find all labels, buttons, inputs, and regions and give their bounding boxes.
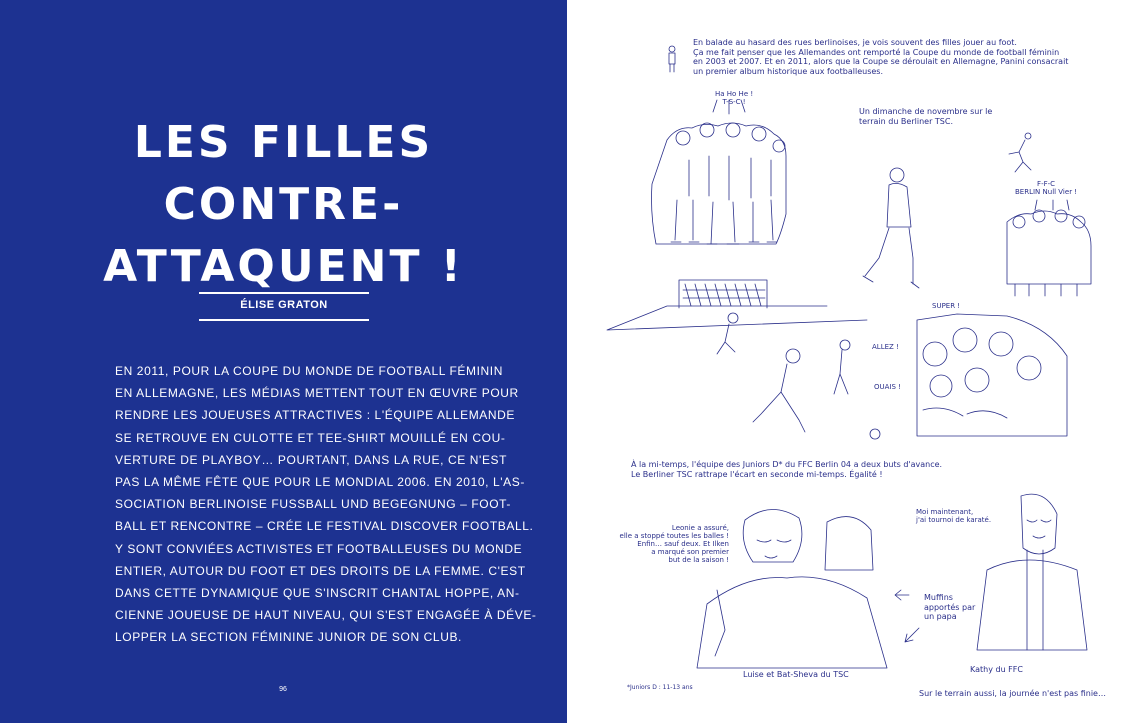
- goal-drawing: [607, 280, 867, 330]
- caption-line: en 2003 et 2007. Et en 2011, alors que la Coupe se déroulait en Allemagne, Panini consacrait: [693, 57, 1069, 66]
- author-name: ÉLISE GRATON: [240, 299, 328, 311]
- comic-illustration: [567, 0, 1134, 723]
- right-page: [567, 0, 1134, 723]
- body-line: EN ALLEMAGNE, LES MÉDIAS METTENT TOUT EN ŒUVRE POUR: [115, 386, 519, 401]
- ffc-huddle-drawing: [1007, 200, 1091, 296]
- leonie-quote: [615, 524, 729, 564]
- luise-label: Luise et Bat-Sheva du TSC: [743, 670, 849, 679]
- halftime-caption: [631, 460, 942, 479]
- title-line: CONTRE-: [163, 179, 404, 230]
- tsc-huddle-drawing: [652, 100, 787, 244]
- intro-caption: [693, 38, 1068, 76]
- author-rule-top: [199, 292, 369, 294]
- karate-quote: [916, 508, 991, 524]
- quote-line: elle a stoppé toutes les balles !: [619, 532, 729, 540]
- body-line: SE RETROUVE EN CULOTTE ET TEE-SHIRT MOUILLÉ EN COU-: [115, 430, 506, 445]
- body-line: RENDRE LES JOUEUSES ATTRACTIVES : L'ÉQUIPE ALLEMANDE: [115, 408, 516, 423]
- caption-line: terrain du Berliner TSC.: [859, 116, 953, 126]
- shout-allez: ALLEZ !: [872, 343, 899, 351]
- note-line: un papa: [924, 612, 957, 621]
- shout-ouais: OUAIS !: [874, 383, 901, 391]
- caption-line: En balade au hasard des rues berlinoises, je vois souvent des filles jouer au foot.: [693, 38, 1017, 47]
- quote-line: Enfin… sauf deux. Et Ilken: [637, 540, 729, 548]
- muffins-note: [924, 593, 975, 622]
- note-line: apportés par: [924, 602, 976, 612]
- kicker-drawing: [1009, 133, 1031, 172]
- quote-line: Leonie a assuré,: [671, 524, 729, 532]
- shout-super: SUPER !: [932, 302, 961, 310]
- tsc-chant-bubble: [715, 90, 753, 106]
- page-number: 96: [279, 686, 287, 693]
- quote-line: Moi maintenant,: [916, 508, 974, 516]
- body-line: EN 2011, POUR LA COUPE DU MONDE DE FOOTBALL FÉMININ: [115, 364, 504, 378]
- caption-line: un premier album historique aux footballeuses.: [693, 66, 884, 76]
- body-line: PAS LA MÊME FÊTE QUE POUR LE MONDIAL 2006. EN 2010, L'AS-: [115, 475, 525, 490]
- article-title: [0, 112, 567, 298]
- arrows-drawing: [895, 590, 919, 642]
- narrator-figure-drawing: [669, 46, 675, 72]
- closing-caption: Sur le terrain aussi, la journée n'est pas finie…: [919, 689, 1106, 698]
- quote-line: but de la saison !: [668, 556, 729, 564]
- match-players-drawing: [717, 313, 880, 439]
- title-line: ATTAQUENT !: [103, 241, 464, 292]
- body-line: BALL ET RENCONTRE – CRÉE LE FESTIVAL DISCOVER FOOTBALL.: [115, 519, 534, 534]
- chant-line: Ha Ho He !: [715, 90, 754, 98]
- body-line: ENTIER, AUTOUR DU FOOT ET DES DROITS DE LA FEMME. C'EST: [115, 563, 526, 578]
- chant-line: F-F-C: [1037, 180, 1056, 188]
- body-line: LOPPER LA SECTION FÉMININE JUNIOR DE SON CLUB.: [115, 630, 462, 645]
- caption-line: Un dimanche de novembre sur le: [859, 107, 993, 116]
- quote-line: a marqué son premier: [651, 548, 729, 556]
- author-rule-bottom: [199, 319, 369, 321]
- chant-line: T-S-C !: [722, 98, 746, 106]
- body-line: CIENNE JOUEUSE DE HAUT NIVEAU, QUI S'EST ENGAGÉE À DÉVE-: [115, 608, 537, 623]
- caption-line: Le Berliner TSC rattrape l'écart en seconde mi-temps. Égalité !: [631, 469, 883, 479]
- body-line: VERTURE DE PLAYBOY… POURTANT, DANS LA RUE, CE N'EST: [115, 452, 508, 467]
- intro-paragraph: [115, 360, 537, 649]
- ffc-chant-bubble: [1015, 180, 1077, 196]
- caption-line: Ça me fait penser que les Allemandes ont remporté la Coupe du monde de football féminin: [693, 47, 1060, 57]
- body-line: Y SONT CONVIÉES ACTIVISTES ET FOOTBALLEUSES DU MONDE: [115, 541, 523, 556]
- player-back-drawing: [863, 168, 919, 288]
- note-line: Muffins: [924, 593, 953, 602]
- footnote: *Juniors D : 11-13 ans: [627, 684, 693, 691]
- sunday-caption: [859, 107, 992, 126]
- chant-line: BERLIN Null Vier !: [1015, 188, 1078, 196]
- body-line: DANS CETTE DYNAMIQUE QUE S'INSCRIT CHANTAL HOPPE, AN-: [115, 586, 520, 601]
- title-line: LES FILLES: [133, 117, 434, 168]
- quote-line: j'ai tournoi de karaté.: [916, 516, 992, 524]
- kathy-label: Kathy du FFC: [970, 665, 1023, 674]
- kathy-drawing: [977, 494, 1087, 650]
- body-line: SOCIATION BERLINOISE FUSSBALL UND BEGEGNUNG – FOOT-: [115, 497, 512, 512]
- caption-line: À la mi-temps, l'équipe des Juniors D* du FFC Berlin 04 a deux buts d'avance.: [631, 460, 943, 469]
- spectators-drawing: [917, 314, 1067, 436]
